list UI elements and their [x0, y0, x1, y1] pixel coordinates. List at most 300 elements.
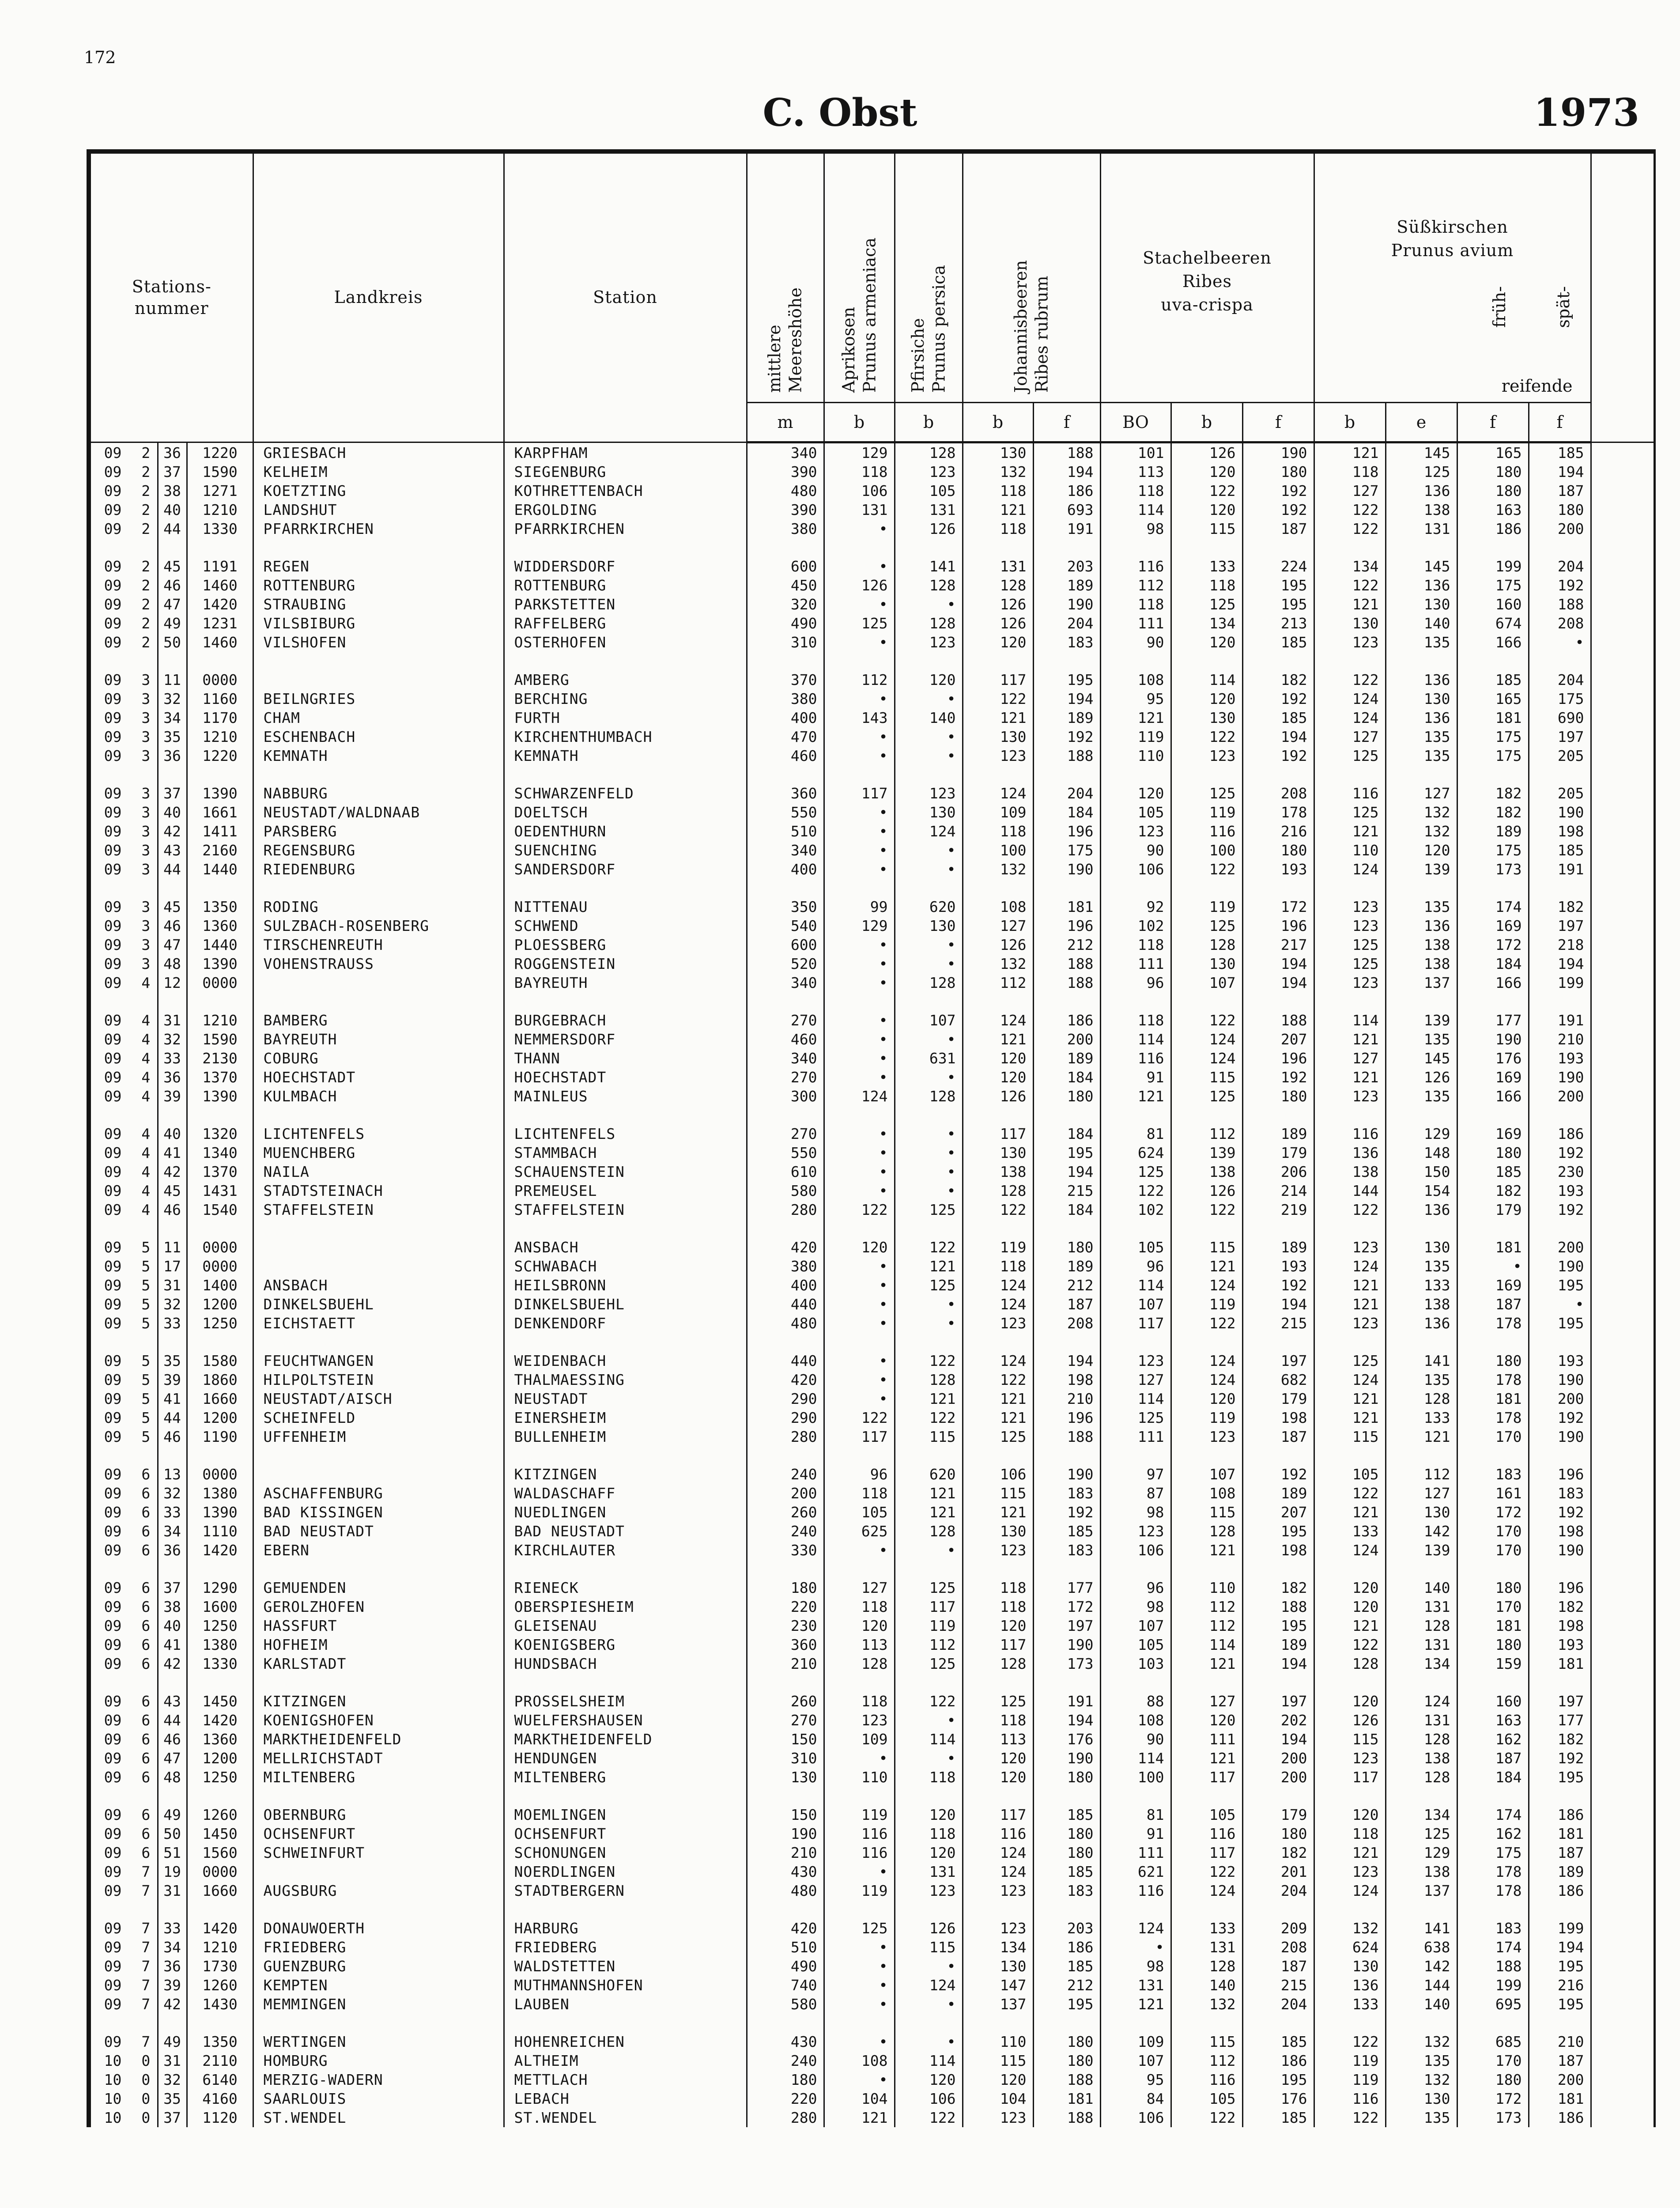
- table-row: [89, 1938, 1654, 1957]
- cell-land: 09: [89, 1768, 135, 1787]
- cell-kirsch-b: 123: [1314, 1749, 1386, 1768]
- cell-johannis-f: 184: [1033, 803, 1100, 822]
- cell-reg: 5: [135, 1408, 158, 1427]
- cell-pfirsiche-b: 128: [895, 1087, 963, 1106]
- cell-johannis-b: 121: [963, 1408, 1033, 1427]
- cell-aprikosen-b: •: [824, 595, 895, 614]
- cell-land: 09: [89, 1635, 135, 1654]
- cell-stachel-bo: 125: [1100, 1408, 1171, 1427]
- cell-johannis-f: 197: [1033, 1616, 1100, 1635]
- cell-stachel-f: 186: [1242, 2051, 1314, 2070]
- cell-kirsch-e: 128: [1386, 1768, 1457, 1787]
- cell-kirsch-spaet-f: 200: [1529, 519, 1591, 538]
- cell-kirsch-b: 136: [1314, 1143, 1386, 1162]
- cell-stnr: 0000: [187, 1257, 253, 1276]
- cell-landkreis: OCHSENFURT: [253, 1824, 504, 1843]
- cell-johannis-b: 123: [963, 2108, 1033, 2127]
- cell-kirsch-spaet-f: 195: [1529, 1276, 1591, 1295]
- cell-kirsch-b: 123: [1314, 1238, 1386, 1257]
- cell-reg: 5: [135, 1427, 158, 1446]
- cell-kirsch-spaet-f: 186: [1529, 1124, 1591, 1143]
- cell-kirsch-e: 135: [1386, 2108, 1457, 2127]
- cell-hoehe: 150: [747, 1805, 824, 1824]
- cell-kirsch-spaet-f: 182: [1529, 897, 1591, 916]
- cell-stnr: 1350: [187, 2032, 253, 2051]
- cell-stnr: 1560: [187, 1843, 253, 1862]
- cell-stachel-bo: 90: [1100, 1730, 1171, 1749]
- cell-landkreis: RIEDENBURG: [253, 860, 504, 879]
- cell-kirsch-b: 122: [1314, 1200, 1386, 1219]
- cell-station: ANSBACH: [504, 1238, 747, 1257]
- cell-stachel-b: 134: [1171, 614, 1242, 633]
- cell-kreis: 32: [158, 1484, 187, 1503]
- cell-stachel-bo: 111: [1100, 1427, 1171, 1446]
- cell-reg: 4: [135, 1162, 158, 1181]
- cell-johannis-b: 120: [963, 1749, 1033, 1768]
- cell-stnr: 1231: [187, 614, 253, 633]
- cell-hoehe: 300: [747, 1087, 824, 1106]
- cell-johannis-b: 121: [963, 1503, 1033, 1522]
- cell-stnr: 1860: [187, 1370, 253, 1389]
- cell-pfirsiche-b: 124: [895, 1976, 963, 1995]
- cell-station: HENDUNGEN: [504, 1749, 747, 1768]
- cell-stnr: 1220: [187, 746, 253, 765]
- cell-stachel-b: 123: [1171, 1427, 1242, 1446]
- cell-pfirsiche-b: •: [895, 1030, 963, 1049]
- cell-kirsch-spaet-f: 181: [1529, 1654, 1591, 1673]
- cell-kirsch-b: 121: [1314, 1389, 1386, 1408]
- cell-hoehe: 280: [747, 1427, 824, 1446]
- cell-kirsch-frueh-f: 178: [1457, 1881, 1529, 1900]
- cell-kirsch-b: 125: [1314, 1351, 1386, 1370]
- cell-stachel-f: 196: [1242, 1049, 1314, 1068]
- cell-kirsch-e: 145: [1386, 442, 1457, 463]
- cell-stnr: 1330: [187, 519, 253, 538]
- cell-aprikosen-b: 124: [824, 1087, 895, 1106]
- cell-aprikosen-b: 122: [824, 1200, 895, 1219]
- cell-kreis: 34: [158, 1938, 187, 1957]
- cell-reg: 6: [135, 1616, 158, 1635]
- cell-stachel-bo: 107: [1100, 1616, 1171, 1635]
- table-row: [89, 1919, 1654, 1938]
- cell-hoehe: 270: [747, 1124, 824, 1143]
- cell-kreis: 31: [158, 2051, 187, 2070]
- cell-aprikosen-b: •: [824, 1351, 895, 1370]
- cell-kirsch-spaet-f: 192: [1529, 1143, 1591, 1162]
- cell-stachel-b: 121: [1171, 1257, 1242, 1276]
- cell-johannis-b: 113: [963, 1730, 1033, 1749]
- cell-stachel-f: 185: [1242, 2108, 1314, 2127]
- cell-aprikosen-b: •: [824, 1314, 895, 1333]
- cell-johannis-f: 186: [1033, 1938, 1100, 1957]
- cell-reg: 7: [135, 2032, 158, 2051]
- cell-land: 09: [89, 1711, 135, 1730]
- cell-stachel-b: 114: [1171, 670, 1242, 689]
- table-row: [89, 708, 1654, 727]
- table-row: [89, 1484, 1654, 1503]
- cell-hoehe: 580: [747, 1995, 824, 2014]
- cell-kirsch-spaet-f: 190: [1529, 1427, 1591, 1446]
- table-row: [89, 1200, 1654, 1219]
- cell-stachel-f: 190: [1242, 442, 1314, 463]
- cell-kirsch-spaet-f: 218: [1529, 935, 1591, 954]
- cell-kirsch-b: 128: [1314, 1654, 1386, 1673]
- cell-hoehe: 290: [747, 1389, 824, 1408]
- cell-johannis-b: 122: [963, 1370, 1033, 1389]
- cell-stnr: 1590: [187, 462, 253, 481]
- cell-landkreis: RODING: [253, 897, 504, 916]
- cell-stachel-f: 215: [1242, 1976, 1314, 1995]
- cell-kirsch-e: 132: [1386, 822, 1457, 841]
- cell-aprikosen-b: 116: [824, 1824, 895, 1843]
- cell-station: MOEMLINGEN: [504, 1805, 747, 1824]
- cell-hoehe: 430: [747, 1862, 824, 1881]
- cell-stachel-f: 185: [1242, 708, 1314, 727]
- cell-kirsch-e: 133: [1386, 1276, 1457, 1295]
- cell-kirsch-b: 125: [1314, 803, 1386, 822]
- cell-land: 09: [89, 935, 135, 954]
- cell-kreis: 34: [158, 708, 187, 727]
- table-row: [89, 1257, 1654, 1276]
- cell-stachel-f: 206: [1242, 1162, 1314, 1181]
- cell-stachel-f: 195: [1242, 1616, 1314, 1635]
- cell-pfirsiche-b: 128: [895, 442, 963, 463]
- cell-reg: 5: [135, 1314, 158, 1333]
- cell-pfirsiche-b: 620: [895, 897, 963, 916]
- cell-johannis-f: 175: [1033, 841, 1100, 860]
- cell-johannis-b: 124: [963, 1843, 1033, 1862]
- cell-kirsch-frueh-f: 183: [1457, 1465, 1529, 1484]
- cell-kreis: 32: [158, 1295, 187, 1314]
- cell-kreis: 41: [158, 1635, 187, 1654]
- cell-stachel-bo: 111: [1100, 614, 1171, 633]
- cell-hoehe: 240: [747, 1465, 824, 1484]
- cell-station: KITZINGEN: [504, 1465, 747, 1484]
- cell-johannis-f: 181: [1033, 2089, 1100, 2108]
- table-row: [89, 1389, 1654, 1408]
- cell-kirsch-b: 121: [1314, 1616, 1386, 1635]
- cell-stachel-b: 128: [1171, 1957, 1242, 1976]
- cell-johannis-f: 212: [1033, 1976, 1100, 1995]
- cell-kirsch-e: 131: [1386, 519, 1457, 538]
- cell-station: STADTBERGERN: [504, 1881, 747, 1900]
- cell-kirsch-spaet-f: 187: [1529, 481, 1591, 500]
- cell-stachel-f: 217: [1242, 935, 1314, 954]
- cell-stachel-b: 115: [1171, 519, 1242, 538]
- cell-kirsch-spaet-f: 191: [1529, 860, 1591, 879]
- table-row: [89, 595, 1654, 614]
- cell-stachel-f: 187: [1242, 1957, 1314, 1976]
- cell-kirsch-frueh-f: 165: [1457, 689, 1529, 708]
- cell-pfirsiche-b: 121: [895, 1484, 963, 1503]
- cell-landkreis: FRIEDBERG: [253, 1938, 504, 1957]
- cell-kirsch-frueh-f: 178: [1457, 1370, 1529, 1389]
- cell-landkreis: BAD KISSINGEN: [253, 1503, 504, 1522]
- cell-kreis: 36: [158, 1541, 187, 1560]
- cell-reg: 0: [135, 2051, 158, 2070]
- cell-pfirsiche-b: 120: [895, 670, 963, 689]
- cell-reg: 7: [135, 1919, 158, 1938]
- cell-stnr: 1110: [187, 1522, 253, 1541]
- cell-aprikosen-b: •: [824, 1257, 895, 1276]
- cell-pfirsiche-b: 123: [895, 1881, 963, 1900]
- cell-stnr: 1120: [187, 2108, 253, 2127]
- cell-reg: 6: [135, 1730, 158, 1749]
- cell-aprikosen-b: 110: [824, 1768, 895, 1787]
- cell-pfirsiche-b: 121: [895, 1257, 963, 1276]
- cell-land: 09: [89, 1011, 135, 1030]
- cell-land: 09: [89, 1578, 135, 1597]
- cell-stachel-bo: 105: [1100, 1238, 1171, 1257]
- cell-stachel-bo: 114: [1100, 500, 1171, 519]
- cell-johannis-b: 123: [963, 1919, 1033, 1938]
- unit-f: f: [1457, 403, 1529, 442]
- cell-kreis: 31: [158, 1881, 187, 1900]
- cell-hoehe: 460: [747, 1030, 824, 1049]
- cell-kirsch-frueh-f: 160: [1457, 595, 1529, 614]
- cell-station: BAYREUTH: [504, 973, 747, 992]
- cell-johannis-f: 183: [1033, 1881, 1100, 1900]
- cell-kirsch-b: 122: [1314, 576, 1386, 595]
- cell-stachel-f: 182: [1242, 1578, 1314, 1597]
- cell-stachel-b: 105: [1171, 2089, 1242, 2108]
- cell-stachel-b: 130: [1171, 708, 1242, 727]
- cell-hoehe: 340: [747, 1049, 824, 1068]
- cell-landkreis: GRIESBACH: [253, 442, 504, 463]
- unit-b: b: [895, 403, 963, 442]
- table-row: [89, 935, 1654, 954]
- cell-pfirsiche-b: 122: [895, 1408, 963, 1427]
- table-row: [89, 1541, 1654, 1560]
- cell-pfirsiche-b: 631: [895, 1049, 963, 1068]
- cell-pfirsiche-b: 620: [895, 1465, 963, 1484]
- cell-stachel-b: 120: [1171, 1711, 1242, 1730]
- cell-johannis-f: 194: [1033, 462, 1100, 481]
- cell-stachel-f: 182: [1242, 1843, 1314, 1862]
- cell-kirsch-b: 124: [1314, 1257, 1386, 1276]
- cell-kirsch-e: 135: [1386, 633, 1457, 652]
- cell-pfirsiche-b: 140: [895, 708, 963, 727]
- cell-reg: 6: [135, 1578, 158, 1597]
- cell-pfirsiche-b: 112: [895, 1635, 963, 1654]
- cell-hoehe: 480: [747, 1314, 824, 1333]
- cell-kirsch-e: 127: [1386, 1484, 1457, 1503]
- cell-johannis-b: 127: [963, 916, 1033, 935]
- cell-kirsch-e: 136: [1386, 1200, 1457, 1219]
- cell-kreis: 42: [158, 1162, 187, 1181]
- cell-landkreis: KITZINGEN: [253, 1692, 504, 1711]
- cell-hoehe: 260: [747, 1692, 824, 1711]
- cell-hoehe: 240: [747, 2051, 824, 2070]
- cell-landkreis: HOFHEIM: [253, 1635, 504, 1654]
- cell-stachel-bo: 107: [1100, 2051, 1171, 2070]
- cell-stachel-f: 195: [1242, 595, 1314, 614]
- cell-johannis-b: 110: [963, 2032, 1033, 2051]
- cell-hoehe: 480: [747, 1881, 824, 1900]
- cell-reg: 3: [135, 689, 158, 708]
- table-row: [89, 1030, 1654, 1049]
- cell-kirsch-spaet-f: 192: [1529, 1200, 1591, 1219]
- cell-land: 09: [89, 1749, 135, 1768]
- cell-stnr: 1220: [187, 442, 253, 463]
- cell-johannis-b: 124: [963, 1351, 1033, 1370]
- cell-kirsch-spaet-f: •: [1529, 633, 1591, 652]
- cell-pfirsiche-b: •: [895, 595, 963, 614]
- cell-stachel-bo: 96: [1100, 1578, 1171, 1597]
- cell-kirsch-e: 129: [1386, 1843, 1457, 1862]
- cell-kirsch-e: 134: [1386, 1654, 1457, 1673]
- table-row: [89, 1408, 1654, 1427]
- cell-stachel-b: 120: [1171, 633, 1242, 652]
- cell-hoehe: 440: [747, 1351, 824, 1370]
- cell-stachel-b: 121: [1171, 1749, 1242, 1768]
- cell-reg: 6: [135, 1465, 158, 1484]
- header-landkreis: Landkreis: [253, 151, 504, 442]
- cell-johannis-b: 126: [963, 935, 1033, 954]
- cell-johannis-b: 117: [963, 1805, 1033, 1824]
- cell-johannis-f: 194: [1033, 689, 1100, 708]
- cell-pfirsiche-b: 115: [895, 1427, 963, 1446]
- cell-kirsch-b: 121: [1314, 1030, 1386, 1049]
- cell-stachel-b: 119: [1171, 897, 1242, 916]
- cell-kreis: 39: [158, 1976, 187, 1995]
- cell-kirsch-b: 133: [1314, 1995, 1386, 2014]
- cell-johannis-b: 116: [963, 1824, 1033, 1843]
- cell-kirsch-frueh-f: 184: [1457, 1768, 1529, 1787]
- cell-kreis: 32: [158, 689, 187, 708]
- cell-stachel-b: 107: [1171, 1465, 1242, 1484]
- cell-pfirsiche-b: 118: [895, 1824, 963, 1843]
- cell-landkreis: AUGSBURG: [253, 1881, 504, 1900]
- group-spacer: [89, 879, 1654, 897]
- cell-kreis: 31: [158, 1276, 187, 1295]
- cell-kirsch-frueh-f: 159: [1457, 1654, 1529, 1673]
- cell-landkreis: KOENIGSHOFEN: [253, 1711, 504, 1730]
- cell-station: SANDERSDORF: [504, 860, 747, 879]
- cell-aprikosen-b: 105: [824, 1503, 895, 1522]
- cell-station: PFARRKIRCHEN: [504, 519, 747, 538]
- table-row: [89, 1711, 1654, 1730]
- cell-kirsch-b: 114: [1314, 1011, 1386, 1030]
- cell-hoehe: 400: [747, 708, 824, 727]
- cell-station: OSTERHOFEN: [504, 633, 747, 652]
- cell-johannis-f: 200: [1033, 1030, 1100, 1049]
- cell-hoehe: 260: [747, 1503, 824, 1522]
- cell-stachel-bo: 103: [1100, 1654, 1171, 1673]
- cell-kirsch-frueh-f: 173: [1457, 860, 1529, 879]
- cell-landkreis: SULZBACH-ROSENBERG: [253, 916, 504, 935]
- cell-hoehe: 270: [747, 1711, 824, 1730]
- cell-kreis: 47: [158, 935, 187, 954]
- cell-stachel-b: 127: [1171, 1692, 1242, 1711]
- cell-kirsch-e: 120: [1386, 841, 1457, 860]
- cell-stachel-bo: 98: [1100, 1957, 1171, 1976]
- cell-land: 10: [89, 2051, 135, 2070]
- cell-johannis-b: 118: [963, 481, 1033, 500]
- cell-kirsch-e: 638: [1386, 1938, 1457, 1957]
- cell-kirsch-e: 128: [1386, 1389, 1457, 1408]
- cell-stachel-f: 200: [1242, 1749, 1314, 1768]
- cell-stnr: 1380: [187, 1484, 253, 1503]
- cell-johannis-f: 195: [1033, 1995, 1100, 2014]
- cell-kreis: 32: [158, 1030, 187, 1049]
- cell-stachel-f: 194: [1242, 1654, 1314, 1673]
- cell-kirsch-e: 125: [1386, 462, 1457, 481]
- cell-stachel-bo: 88: [1100, 1692, 1171, 1711]
- cell-kirsch-frueh-f: 165: [1457, 442, 1529, 463]
- cell-stnr: 0000: [187, 1465, 253, 1484]
- cell-landkreis: HOECHSTADT: [253, 1068, 504, 1087]
- cell-stnr: 1390: [187, 1503, 253, 1522]
- cell-station: HEILSBRONN: [504, 1276, 747, 1295]
- cell-kirsch-spaet-f: 208: [1529, 614, 1591, 633]
- cell-stachel-bo: 111: [1100, 1843, 1171, 1862]
- cell-stnr: 1360: [187, 1730, 253, 1749]
- cell-kirsch-frueh-f: 181: [1457, 1238, 1529, 1257]
- cell-station: KIRCHLAUTER: [504, 1541, 747, 1560]
- cell-landkreis: GEROLZHOFEN: [253, 1597, 504, 1616]
- cell-kirsch-b: 118: [1314, 1824, 1386, 1843]
- cell-stachel-b: 112: [1171, 2051, 1242, 2070]
- cell-stnr: 1431: [187, 1181, 253, 1200]
- cell-johannis-f: 191: [1033, 519, 1100, 538]
- cell-stachel-b: 122: [1171, 2108, 1242, 2127]
- cell-landkreis: NABBURG: [253, 784, 504, 803]
- cell-stnr: 1430: [187, 1995, 253, 2014]
- cell-hoehe: 270: [747, 1068, 824, 1087]
- cell-station: STAMMBACH: [504, 1143, 747, 1162]
- cell-johannis-b: 118: [963, 822, 1033, 841]
- cell-johannis-b: 117: [963, 1124, 1033, 1143]
- cell-stachel-f: 189: [1242, 1124, 1314, 1143]
- cell-stachel-b: 122: [1171, 1200, 1242, 1219]
- cell-landkreis: SAARLOUIS: [253, 2089, 504, 2108]
- cell-land: 09: [89, 1087, 135, 1106]
- table-row: [89, 1616, 1654, 1635]
- cell-kirsch-b: 119: [1314, 2070, 1386, 2089]
- cell-land: 09: [89, 633, 135, 652]
- cell-kirsch-b: 116: [1314, 1124, 1386, 1143]
- cell-aprikosen-b: •: [824, 1938, 895, 1957]
- cell-pfirsiche-b: •: [895, 1995, 963, 2014]
- cell-kirsch-frueh-f: 163: [1457, 500, 1529, 519]
- cell-landkreis: ANSBACH: [253, 1276, 504, 1295]
- cell-aprikosen-b: 131: [824, 500, 895, 519]
- cell-kreis: 13: [158, 1465, 187, 1484]
- table-row: [89, 1068, 1654, 1087]
- table-row: [89, 897, 1654, 916]
- cell-kirsch-frueh-f: 170: [1457, 2051, 1529, 2070]
- cell-johannis-f: 185: [1033, 1957, 1100, 1976]
- cell-stachel-b: 119: [1171, 803, 1242, 822]
- cell-johannis-b: 118: [963, 1711, 1033, 1730]
- cell-stnr: 1660: [187, 1881, 253, 1900]
- cell-kirsch-e: 141: [1386, 1919, 1457, 1938]
- cell-johannis-f: 192: [1033, 1503, 1100, 1522]
- cell-stachel-f: 185: [1242, 2032, 1314, 2051]
- cell-stnr: 1200: [187, 1408, 253, 1427]
- cell-station: PROSSELSHEIM: [504, 1692, 747, 1711]
- cell-kirsch-e: 138: [1386, 935, 1457, 954]
- cell-kirsch-b: 127: [1314, 1049, 1386, 1068]
- cell-reg: 7: [135, 1938, 158, 1957]
- cell-stachel-f: 195: [1242, 2070, 1314, 2089]
- cell-aprikosen-b: •: [824, 860, 895, 879]
- cell-kirsch-spaet-f: 198: [1529, 822, 1591, 841]
- cell-johannis-f: 183: [1033, 1541, 1100, 1560]
- cell-stachel-f: 197: [1242, 1351, 1314, 1370]
- cell-hoehe: 480: [747, 481, 824, 500]
